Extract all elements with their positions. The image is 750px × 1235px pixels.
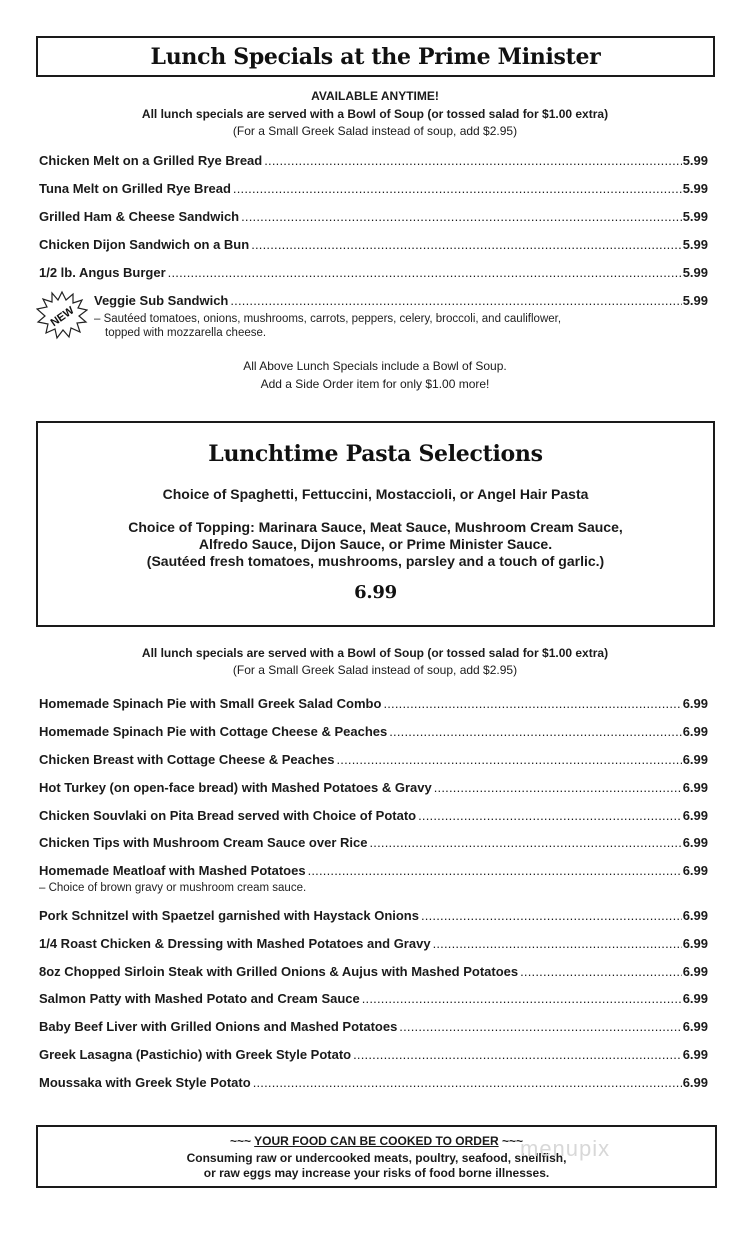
- menu-item: [39, 1075, 708, 1093]
- item-price: 6.99: [682, 991, 708, 1006]
- leader-dots: [253, 1075, 682, 1090]
- item-price: 6.99: [682, 808, 708, 823]
- item-price: 6.99: [682, 752, 708, 767]
- leader-dots: [418, 808, 682, 823]
- menu-item: [39, 964, 708, 982]
- item-name: Homemade Spinach Pie with Cottage Cheese & Peaches: [39, 724, 388, 739]
- page-title: Lunch Specials at the Prime Minister: [150, 44, 601, 70]
- leader-dots: [230, 293, 681, 308]
- item-name: Greek Lasagna (Pastichio) with Greek Style Potato: [39, 1047, 352, 1062]
- item-price: 6.99: [682, 835, 708, 850]
- menu-item: [39, 265, 708, 283]
- item-name: Chicken Breast with Cottage Cheese & Peaches: [39, 752, 335, 767]
- specials-footer-line1: All Above Lunch Specials include a Bowl of Soup.: [243, 359, 507, 373]
- item-name: 1/4 Roast Chicken & Dressing with Mashed Potatoes and Gravy: [39, 936, 431, 951]
- menu-item: [39, 153, 708, 171]
- leader-dots: [251, 237, 682, 252]
- item-name: Hot Turkey (on open-face bread) with Mashed Potatoes & Gravy: [39, 780, 432, 795]
- item-price: 6.99: [682, 964, 708, 979]
- leader-dots: [389, 724, 681, 739]
- menu-item: [39, 808, 708, 826]
- specials-footer-line2: Add a Side Order item for only $1.00 more!: [260, 377, 490, 391]
- topping-line3: (Sautéed fresh tomatoes, mushrooms, parsley and a touch of garlic.): [146, 553, 605, 569]
- greek-salad-note: (For a Small Greek Salad instead of soup, add $2.95): [232, 124, 518, 138]
- topping-line1: Choice of Topping: Marinara Sauce, Meat Sauce, Mushroom Cream Sauce,: [128, 519, 623, 535]
- leader-dots: [369, 835, 681, 850]
- item-name: Chicken Dijon Sandwich on a Bun: [39, 237, 250, 252]
- item-name: Pork Schnitzel with Spaetzel garnished with Haystack Onions: [39, 908, 419, 923]
- item-price: 5.99: [682, 209, 708, 224]
- leader-dots: [362, 991, 682, 1006]
- svg-text:NEW: NEW: [48, 304, 77, 330]
- menu-item: [39, 752, 708, 770]
- new-badge-icon: [36, 290, 88, 340]
- item-name: Homemade Spinach Pie with Small Greek Salad Combo: [39, 696, 382, 711]
- item-name: Chicken Souvlaki on Pita Bread served with Choice of Potato: [39, 808, 417, 823]
- leader-dots: [233, 181, 682, 196]
- leader-dots: [421, 908, 682, 923]
- item-name: Tuna Melt on Grilled Rye Bread: [39, 181, 231, 196]
- topping-line2: Alfredo Sauce, Dijon Sauce, or Prime Minister Sauce.: [198, 536, 553, 552]
- menu-item: [39, 780, 708, 798]
- item-name: Salmon Patty with Mashed Potato and Cream Sauce: [39, 991, 360, 1006]
- menu-item: [39, 1047, 708, 1065]
- item-description: – Choice of brown gravy or mushroom cream sauce.: [39, 882, 307, 894]
- item-name: 1/2 lb. Angus Burger: [39, 265, 166, 280]
- leader-dots: [241, 209, 682, 224]
- item-price: 5.99: [682, 237, 708, 252]
- leader-dots: [383, 696, 681, 711]
- menu-item: [39, 1019, 708, 1037]
- menu-item: [39, 696, 708, 714]
- menu-item: [39, 724, 708, 742]
- menu-item: [39, 908, 708, 926]
- item-price: 6.99: [682, 1019, 708, 1034]
- entree-soup-note: All lunch specials are served with a Bowl of Soup (or tossed salad for $1.00 extra): [141, 646, 609, 660]
- menu-item: [39, 209, 708, 227]
- item-name: Homemade Meatloaf with Mashed Potatoes: [39, 863, 306, 878]
- item-price: 5.99: [682, 153, 708, 168]
- leader-dots: [520, 964, 682, 979]
- pasta-box: [36, 421, 715, 627]
- menu-item: [39, 936, 708, 954]
- item-description: topped with mozzarella cheese.: [105, 327, 267, 339]
- pasta-price: 6.99: [354, 582, 397, 603]
- available-anytime: AVAILABLE ANYTIME!: [311, 89, 439, 103]
- title-box: [36, 36, 715, 77]
- leader-dots: [337, 752, 682, 767]
- item-price: 6.99: [682, 1075, 708, 1090]
- leader-dots: [264, 153, 681, 168]
- menu-item: [94, 293, 708, 311]
- leader-dots: [308, 863, 682, 878]
- item-price: 6.99: [682, 1047, 708, 1062]
- item-price: 6.99: [682, 936, 708, 951]
- item-price: 5.99: [682, 265, 708, 280]
- warning-line2: or raw eggs may increase your risks of food borne illnesses.: [203, 1166, 550, 1180]
- menu-item: [39, 237, 708, 255]
- leader-dots: [433, 936, 682, 951]
- item-name: Chicken Melt on a Grilled Rye Bread: [39, 153, 263, 168]
- leader-dots: [353, 1047, 682, 1062]
- pasta-title: Lunchtime Pasta Selections: [208, 441, 543, 467]
- item-price: 6.99: [682, 724, 708, 739]
- item-name: Baby Beef Liver with Grilled Onions and Mashed Potatoes: [39, 1019, 398, 1034]
- item-price: 6.99: [682, 696, 708, 711]
- watermark: menupix: [520, 1136, 611, 1161]
- item-name: Moussaka with Greek Style Potato: [39, 1075, 251, 1090]
- pasta-choice: Choice of Spaghetti, Fettuccini, Mostaccioli, or Angel Hair Pasta: [162, 486, 589, 502]
- warning-line1: Consuming raw or undercooked meats, poultry, seafood, shellfish,: [186, 1151, 567, 1165]
- leader-dots: [434, 780, 682, 795]
- item-price: 5.99: [682, 181, 708, 196]
- item-name: Chicken Tips with Mushroom Cream Sauce over Rice: [39, 835, 368, 850]
- warning-heading: ~~~ YOUR FOOD CAN BE COOKED TO ORDER ~~~: [230, 1134, 523, 1148]
- warning-heading-text: YOUR FOOD CAN BE COOKED TO ORDER: [254, 1134, 499, 1148]
- menu-item: [39, 181, 708, 199]
- item-name: Grilled Ham & Cheese Sandwich: [39, 209, 240, 224]
- menu-item: [39, 835, 708, 853]
- item-description: – Sautéed tomatoes, onions, mushrooms, carrots, peppers, celery, broccoli, and cauliflower,: [94, 313, 562, 325]
- menu-item: [39, 991, 708, 1009]
- item-name: Veggie Sub Sandwich: [94, 293, 229, 308]
- menu-item: [39, 863, 708, 881]
- item-price: 6.99: [682, 908, 708, 923]
- leader-dots: [168, 265, 682, 280]
- item-name: 8oz Chopped Sirloin Steak with Grilled Onions & Aujus with Mashed Potatoes: [39, 964, 519, 979]
- item-price: 6.99: [682, 780, 708, 795]
- leader-dots: [399, 1019, 681, 1034]
- soup-note: All lunch specials are served with a Bowl of Soup (or tossed salad for $1.00 extra): [141, 107, 609, 121]
- entree-greek-salad-note: (For a Small Greek Salad instead of soup, add $2.95): [232, 663, 518, 677]
- food-warning-box: [36, 1125, 717, 1188]
- item-price: 5.99: [682, 293, 708, 308]
- item-price: 6.99: [682, 863, 708, 878]
